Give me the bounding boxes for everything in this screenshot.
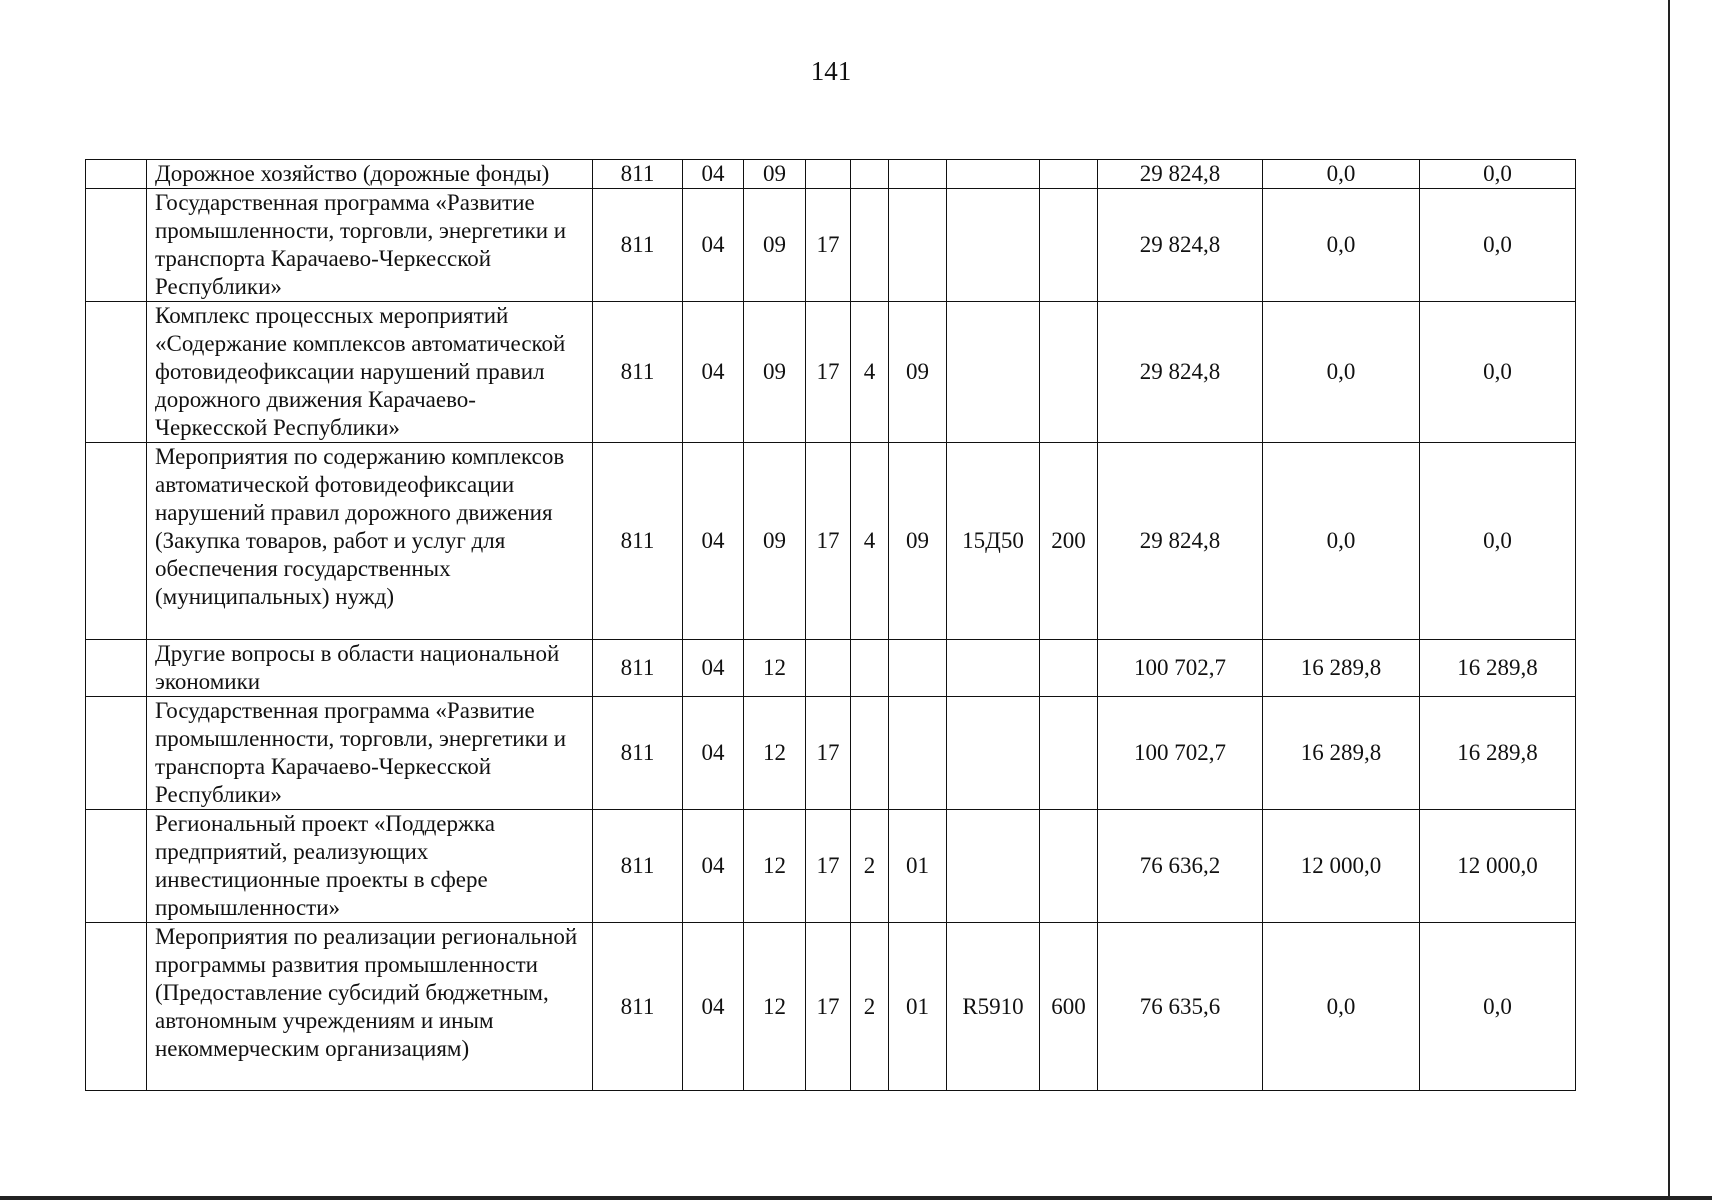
subprogram-type-cell [851,640,889,697]
row-index-cell [86,160,147,189]
amount-year2-cell: 16 289,8 [1263,640,1420,697]
amount-year1-cell: 100 702,7 [1098,640,1263,697]
row-name-cell: Региональный проект «Поддержка предприятий, реализующих инвестиционные проекты в сфере промышленности» [147,810,593,923]
amount-year1-cell: 76 635,6 [1098,923,1263,1091]
direction-code-cell [947,640,1040,697]
amount-year1-cell: 29 824,8 [1098,189,1263,302]
expense-type-cell [1040,302,1098,443]
subsection-code-cell: 09 [744,189,806,302]
amount-year1-cell: 29 824,8 [1098,160,1263,189]
ministry-code-cell: 811 [593,189,683,302]
subprogram-type-cell [851,697,889,810]
expense-type-cell [1040,189,1098,302]
ministry-code-cell: 811 [593,697,683,810]
amount-year2-cell: 0,0 [1263,302,1420,443]
subprogram-type-cell [851,160,889,189]
amount-year3-cell: 0,0 [1420,302,1576,443]
subsection-code-cell: 12 [744,810,806,923]
row-index-cell [86,302,147,443]
subprogram-code-cell [889,189,947,302]
amount-year2-cell: 16 289,8 [1263,697,1420,810]
subsection-code-cell: 12 [744,640,806,697]
subprogram-code-cell: 01 [889,810,947,923]
amount-year2-cell: 12 000,0 [1263,810,1420,923]
ministry-code-cell: 811 [593,443,683,640]
amount-year2-cell: 0,0 [1263,923,1420,1091]
program-code-cell: 17 [806,810,851,923]
amount-year3-cell: 16 289,8 [1420,697,1576,810]
row-index-cell [86,443,147,640]
subsection-code-cell: 12 [744,697,806,810]
page-number: 141 [810,56,852,86]
row-name-cell: Мероприятия по реализации региональной программы развития промышленности (Предоставление субсидий бюджетным, автономным учреждениям и иным некоммерческим организациям) [147,923,593,1091]
direction-code-cell [947,697,1040,810]
row-index-cell [86,923,147,1091]
row-index-cell [86,640,147,697]
program-code-cell: 17 [806,697,851,810]
amount-year3-cell: 16 289,8 [1420,640,1576,697]
table-row [86,810,1576,923]
subprogram-type-cell: 4 [851,443,889,640]
section-code-cell: 04 [683,810,744,923]
row-index-cell [86,189,147,302]
amount-year3-cell: 12 000,0 [1420,810,1576,923]
amount-year2-cell: 0,0 [1263,160,1420,189]
table-row [86,697,1576,810]
direction-code-cell [947,160,1040,189]
table-row [86,443,1576,640]
ministry-code-cell: 811 [593,810,683,923]
program-code-cell: 17 [806,189,851,302]
subprogram-code-cell [889,697,947,810]
direction-code-cell: R5910 [947,923,1040,1091]
row-name-cell: Мероприятия по содержанию комплексов автоматической фотовидеофиксации нарушений правил дорожного движения (Закупка товаров, работ и услуг для обеспечения государственных (муниципальных) нужд) [147,443,593,640]
table-row [86,189,1576,302]
section-code-cell: 04 [683,640,744,697]
table-row [86,160,1576,189]
expense-type-cell [1040,697,1098,810]
expense-type-cell: 600 [1040,923,1098,1091]
subprogram-code-cell: 01 [889,923,947,1091]
row-name-cell: Государственная программа «Развитие промышленности, торговли, энергетики и транспорта Карачаево-Черкесской Республики» [147,697,593,810]
subprogram-code-cell [889,160,947,189]
row-name-cell: Комплекс процессных мероприятий «Содержание комплексов автоматической фотовидеофиксации нарушений правил дорожного движения Карачаево-Черкесской Республики» [147,302,593,443]
ministry-code-cell: 811 [593,640,683,697]
table-row [86,302,1576,443]
amount-year3-cell: 0,0 [1420,443,1576,640]
amount-year2-cell: 0,0 [1263,443,1420,640]
program-code-cell [806,160,851,189]
amount-year3-cell: 0,0 [1420,923,1576,1091]
expense-type-cell [1040,810,1098,923]
section-code-cell: 04 [683,160,744,189]
subprogram-type-cell [851,189,889,302]
direction-code-cell [947,189,1040,302]
direction-code-cell [947,302,1040,443]
table-row [86,923,1576,1091]
program-code-cell: 17 [806,302,851,443]
ministry-code-cell: 811 [593,923,683,1091]
expense-type-cell [1040,160,1098,189]
amount-year1-cell: 29 824,8 [1098,302,1263,443]
subprogram-type-cell: 4 [851,302,889,443]
subprogram-code-cell: 09 [889,302,947,443]
amount-year2-cell: 0,0 [1263,189,1420,302]
program-code-cell [806,640,851,697]
row-name-cell: Дорожное хозяйство (дорожные фонды) [147,160,593,189]
scan-edge-right [1668,0,1712,1200]
row-index-cell [86,697,147,810]
section-code-cell: 04 [683,697,744,810]
program-code-cell: 17 [806,443,851,640]
amount-year1-cell: 100 702,7 [1098,697,1263,810]
amount-year1-cell: 76 636,2 [1098,810,1263,923]
subsection-code-cell: 09 [744,302,806,443]
subsection-code-cell: 09 [744,160,806,189]
section-code-cell: 04 [683,189,744,302]
row-index-cell [86,810,147,923]
subsection-code-cell: 12 [744,923,806,1091]
section-code-cell: 04 [683,923,744,1091]
amount-year3-cell: 0,0 [1420,189,1576,302]
section-code-cell: 04 [683,443,744,640]
ministry-code-cell: 811 [593,160,683,189]
subprogram-type-cell: 2 [851,810,889,923]
amount-year1-cell: 29 824,8 [1098,443,1263,640]
amount-year3-cell: 0,0 [1420,160,1576,189]
budget-table [85,159,1576,1091]
program-code-cell: 17 [806,923,851,1091]
table-row [86,640,1576,697]
ministry-code-cell: 811 [593,302,683,443]
section-code-cell: 04 [683,302,744,443]
row-name-cell: Государственная программа «Развитие промышленности, торговли, энергетики и транспорта Карачаево-Черкесской Республики» [147,189,593,302]
direction-code-cell: 15Д50 [947,443,1040,640]
direction-code-cell [947,810,1040,923]
row-name-cell: Другие вопросы в области национальной экономики [147,640,593,697]
expense-type-cell [1040,640,1098,697]
subprogram-code-cell [889,640,947,697]
expense-type-cell: 200 [1040,443,1098,640]
scan-edge-bottom [0,1196,1712,1200]
subsection-code-cell: 09 [744,443,806,640]
subprogram-type-cell: 2 [851,923,889,1091]
subprogram-code-cell: 09 [889,443,947,640]
